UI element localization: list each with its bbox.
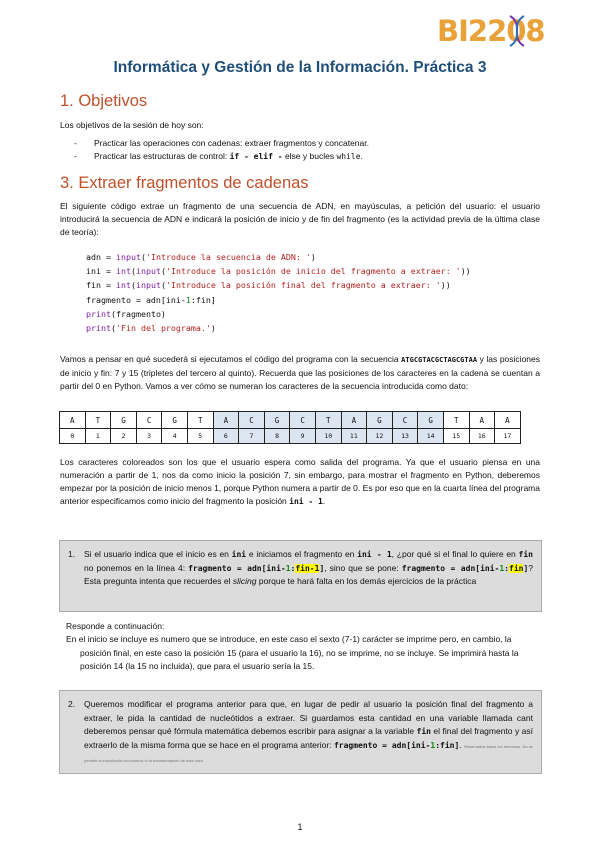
paragraph-explanation: Los caracteres coloreados son los que el usuario espera como salida del programa. Ya que el usuario piensa en una numeración a partir de 1, nos da como inicio la posición 7, sin embargo, para mostrar el fragmento en Python, deberemos empezar por la posición de inicio menos 1, porque Python numera a partir de 0. Es por eso que en la cuarta línea del programa anterior especificamos como inicio del fragmento la posición ini - 1. — [60, 457, 540, 506]
sequence-index-cell: 0 — [60, 429, 86, 444]
code-block: adn = input('Introduce la secuencia de ADN: ') ini = int(input('Introduce la posición de inicio del fragmento a extraer: ')) fin = int(input('Introduce la posición final del fragmento a extraer: ')) fragmento = adn[ini-1:fin] print(fragmento) print('Fin del programa.') — [86, 252, 471, 334]
bullet-text: Practicar las operaciones con cadenas: extraer fragmentos y concatenar. — [94, 138, 369, 148]
objectives-intro: Los objetivos de la sesión de hoy son: — [60, 120, 204, 130]
sequence-index-cell: 1 — [85, 429, 111, 444]
sequence-index-cell: 5 — [187, 429, 213, 444]
sequence-letter-cell: A — [60, 412, 86, 429]
sequence-letter-cell: C — [239, 412, 265, 429]
page-number: 1 — [297, 822, 303, 832]
sequence-index-cell: 11 — [341, 429, 367, 444]
sequence-letter-cell: T — [187, 412, 213, 429]
sequence-index-cell: 4 — [162, 429, 188, 444]
sequence-letter-cell: T — [443, 412, 469, 429]
sequence-letter-cell: G — [418, 412, 444, 429]
dna-helix-icon — [507, 14, 527, 48]
sequence-index-cell: 7 — [239, 429, 265, 444]
table-row — [60, 429, 521, 444]
table-row — [60, 412, 521, 429]
sequence-index-cell: 13 — [392, 429, 418, 444]
sequence-letter-cell: A — [469, 412, 495, 429]
question-number: 1. — [68, 549, 76, 559]
sequence-index-cell: 3 — [136, 429, 162, 444]
list-item — [60, 137, 369, 150]
question-number: 2. — [68, 699, 76, 709]
answer-label: Responde a continuación: — [66, 621, 165, 631]
sequence-index-cell: 15 — [443, 429, 469, 444]
fine-print: Reservados todos los derechos. No se permite la explotación económica ni la transformación de esta obra. — [84, 743, 533, 764]
paragraph-sequence: Vamos a pensar en qué sucederá si ejecutamos el código del programa con la secuencia ATGCGTACGCTAGCGTAA y las posiciones de inicio y fin: 7 y 15 (tripletes del tercero al quinto). Recuerda que las posiciones de los caracteres en la cadena se cuentan a partir del 0 en Python. Vamos a ver cómo se numeran los caracteres de la secuencia introducida como dato: — [60, 354, 540, 391]
sequence-letter-cell: C — [136, 412, 162, 429]
question-text: Queremos modificar el programa anterior para que, en lugar de pedir al usuario la posición final del fragmento a extraer, le pida la cantidad de nucleótidos a extraer. Si guardamos esta cantidad en una variable llamada cant deberemos pensar qué fórmula matemática debemos escribir para asignar a la variable fin el final del fragmento y así extraerlo de la misma forma que se hace en el programa anterior: fragmento = adn[ini-1:fin]. Reservados todos los derechos. No se permite la explotación económica ni la transformación de esta obra. — [84, 699, 533, 764]
question-box-2 — [59, 690, 542, 774]
list-item — [60, 150, 369, 163]
sequence-letter-cell: G — [264, 412, 290, 429]
sequence-letter-cell: T — [315, 412, 341, 429]
sequence-table — [59, 411, 521, 444]
sequence-index-cell: 10 — [315, 429, 341, 444]
bi2208-logo — [437, 14, 579, 48]
question-box-1 — [59, 540, 542, 612]
sequence-code: ATGCGTACGCTAGCGTAA — [401, 356, 478, 364]
sequence-letter-cell: T — [85, 412, 111, 429]
page-title: Informática y Gestión de la Información. Práctica 3 — [113, 59, 487, 76]
answer-text[interactable]: En el inicio se incluye es numero que se introduce, en este caso el sexto (7-1) carácter se imprime pero, en cambio, la posición final, en este caso la posición 15 (para el usuario la 16), no se imprime, no se incluye. Se imprimirá hasta la posición 14 (la 15 no incluida), que para el usuario sería la 15. — [66, 634, 519, 672]
sequence-letter-cell: G — [111, 412, 137, 429]
sequence-index-cell: 6 — [213, 429, 239, 444]
objectives-list — [60, 137, 369, 163]
inline-code: while — [336, 152, 361, 161]
inline-code: if - elif - — [229, 152, 283, 161]
section-heading-fragmentos: 3. Extraer fragmentos de cadenas — [60, 174, 309, 192]
logo-text: BI2208 — [437, 14, 545, 48]
bullet-text: else y bucles — [282, 151, 337, 161]
sequence-letter-cell: A — [213, 412, 239, 429]
sequence-index-cell: 9 — [290, 429, 316, 444]
sequence-index-cell: 12 — [367, 429, 393, 444]
sequence-letter-cell: C — [290, 412, 316, 429]
paragraph-intro: El siguiente código extrae un fragmento de una secuencia de ADN, en mayúsculas, a petición del usuario: el usuario introducirá la secuencia de ADN e indicará la posición de inicio y de fin del fragmento (es la actividad previa de la última clase de teoría): — [60, 201, 540, 237]
sequence-letter-cell: C — [392, 412, 418, 429]
sequence-letter-cell: G — [162, 412, 188, 429]
sequence-letter-cell: A — [341, 412, 367, 429]
sequence-index-cell: 14 — [418, 429, 444, 444]
sequence-letter-cell: G — [367, 412, 393, 429]
sequence-index-cell: 2 — [111, 429, 137, 444]
sequence-index-cell: 17 — [495, 429, 521, 444]
sequence-index-cell: 16 — [469, 429, 495, 444]
section-heading-objetivos: 1. Objetivos — [60, 92, 148, 110]
question-text: Si el usuario indica que el inicio es en ini e iniciamos el fragmento en ini - 1, ¿por qué si el final lo quiere en fin no ponemos en la línea 4: fragmento = adn[ini-1:fin-1], sino que se pone: fragmento = adn[ini-1:fin]? Esta pregunta intenta que recuerdes el slicing porque te hará falta en los demás ejercicios de la práctica — [84, 549, 534, 587]
sequence-letter-cell: A — [495, 412, 521, 429]
bullet-text: . — [360, 151, 363, 161]
sequence-index-cell: 8 — [264, 429, 290, 444]
bullet-text: Practicar las estructuras de control: — [94, 151, 230, 161]
inline-code: ini - 1 — [289, 497, 323, 506]
